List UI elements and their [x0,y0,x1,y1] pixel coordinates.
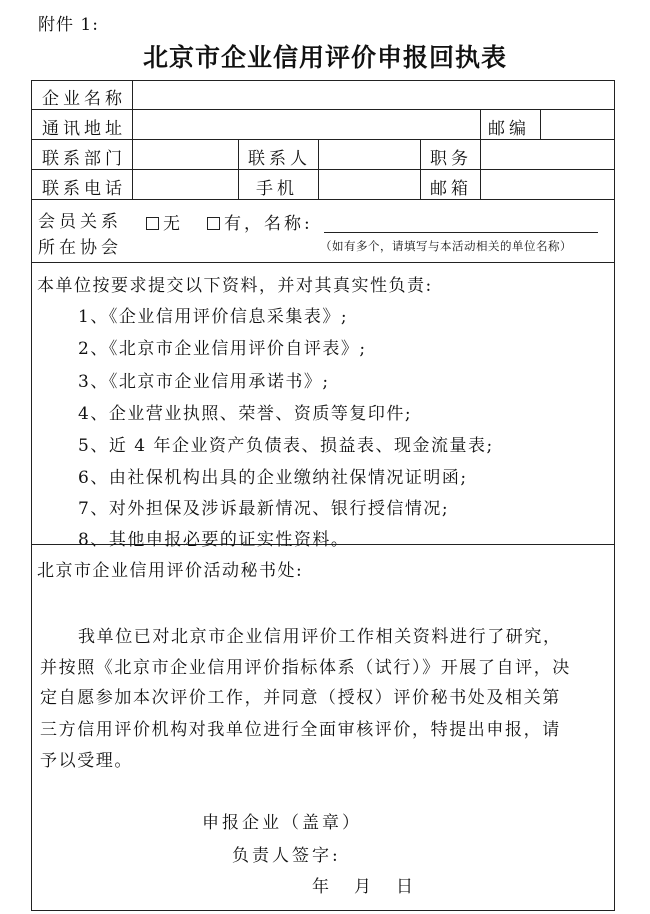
department-label: 联系部门 [42,149,126,169]
material-item: 8、其他申报必要的证实性资料。 [78,530,350,550]
material-item: 6、由社保机构出具的企业缴纳社保情况证明函; [78,468,468,488]
page-title: 北京市企业信用评价申报回执表 [142,43,507,72]
email-label: 邮箱 [430,179,472,199]
material-item: 3、《北京市企业信用承诺书》; [78,372,330,392]
applicant-seal-label: 申报企业（盖章） [202,813,362,833]
receipt-form [31,80,615,911]
checkbox-yes[interactable] [207,217,220,230]
position-field[interactable] [481,139,615,169]
declaration-line: 我单位已对北京市企业信用评价工作相关资料进行了研究， [78,627,562,647]
declaration-line: 并按照《北京市企业信用评价指标体系（试行）》开展了自评，决 [40,658,571,678]
department-field[interactable] [133,139,237,169]
association-name-field[interactable] [324,232,598,233]
column-divider [420,139,421,199]
material-item: 4、企业营业执照、荣誉、资质等复印件; [78,404,413,424]
responsible-signature-label: 负责人签字: [232,846,341,866]
declaration-line: 予以受理。 [40,751,133,771]
contact-person-field[interactable] [319,139,419,169]
mobile-label: 手机 [256,179,298,199]
option-none[interactable] [146,209,183,234]
declaration-line: 定自愿参加本次评价工作，并同意（授权）评价秘书处及相关第 [40,688,561,708]
material-item: 2、《北京市企业信用评价自评表》; [78,339,367,359]
materials-intro: 本单位按要求提交以下资料，并对其真实性负责: [37,276,433,296]
declaration-addressee: 北京市企业信用评价活动秘书处: [37,561,304,581]
material-item: 7、对外担保及涉诉最新情况、银行授信情况; [78,499,450,519]
phone-label: 联系电话 [42,179,126,199]
company-name-label: 企业名称 [42,89,126,109]
position-label: 职务 [430,149,472,169]
declaration-line: 三方信用评价机构对我单位进行全面审核评价，特提出申报，请 [40,720,561,740]
material-item: 5、近 4 年企业资产负债表、损益表、现金流量表; [78,436,494,456]
company-name-field[interactable] [133,81,615,109]
date-label: 年 月 日 [312,877,417,897]
address-field[interactable] [133,109,479,139]
option-yes[interactable] [207,209,313,234]
association-label-line1: 会员关系 [38,212,122,232]
phone-field[interactable] [133,169,237,199]
row-divider [32,262,614,263]
attachment-label: 附件 1: [38,15,99,35]
association-note: （如有多个，请填写与本活动相关的单位名称） [320,239,572,253]
option-yes-label: 有，名称: [224,214,313,234]
mobile-field[interactable] [319,169,419,199]
contact-person-label: 联系人 [248,149,311,169]
association-label-line2: 所在协会 [38,238,122,258]
postcode-field[interactable] [541,109,615,139]
email-field[interactable] [481,169,615,199]
address-label: 通讯地址 [42,119,126,139]
postcode-label: 邮编 [488,119,530,139]
row-divider [32,199,614,200]
material-item: 1、《企业信用评价信息采集表》; [78,307,349,327]
column-divider [238,139,239,199]
option-none-label: 无 [163,214,183,234]
checkbox-none[interactable] [146,217,159,230]
